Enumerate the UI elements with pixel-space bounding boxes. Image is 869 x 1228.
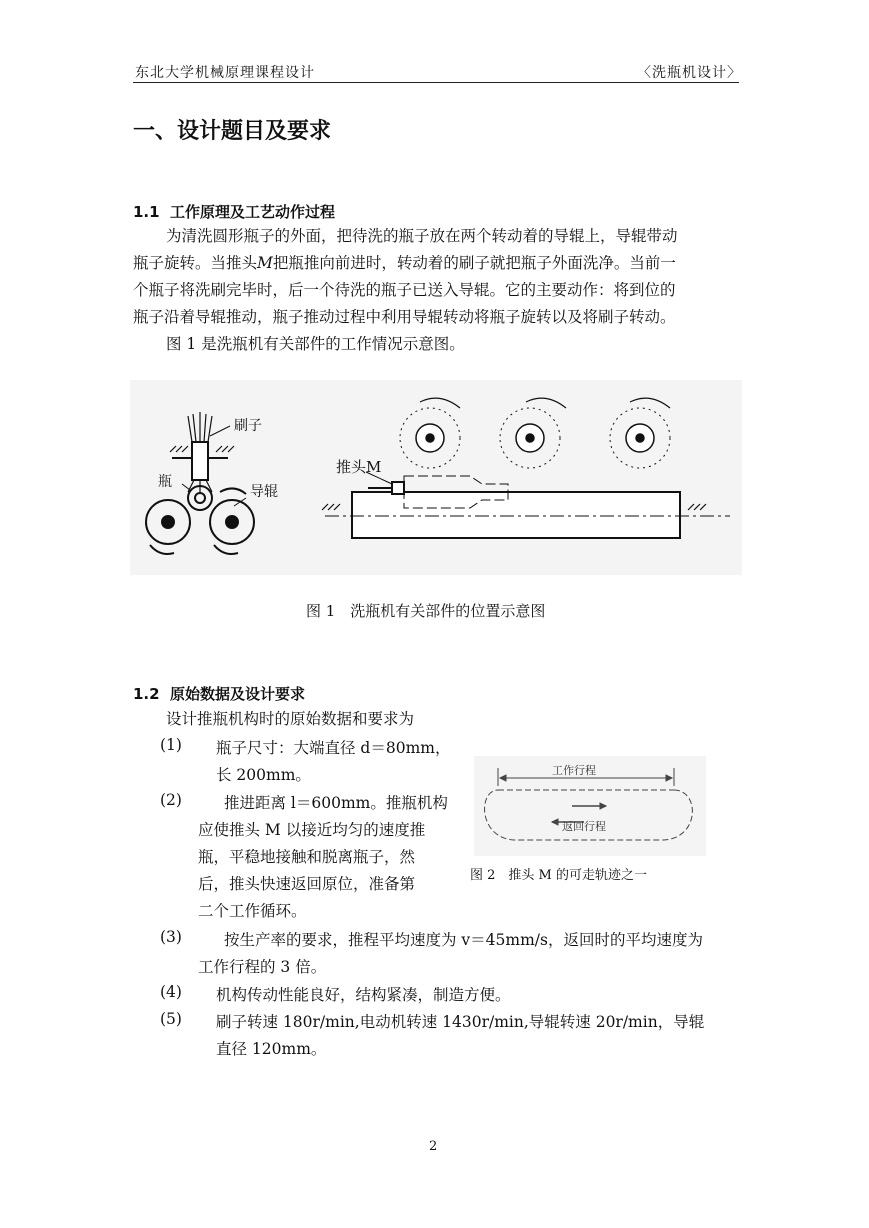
item-3-line-1: 按生产率的要求，推程平均速度为 v＝45mm/s，返回时的平均速度为 [224,931,703,949]
figure-2-caption: 图 2 推头 M 的可走轨迹之一 [470,868,647,883]
item-3-line-2: 工作行程的 3 倍。 [198,958,327,976]
item-1-line-1: 瓶子尺寸：大端直径 d＝80mm， [216,739,451,757]
label-brush: 刷子 [234,418,262,434]
paragraph-line-2a: 瓶子旋转。当推头 [133,254,258,272]
item-2-line-5: 二个工作循环。 [198,902,307,920]
section-1-number: 1.1 [133,203,160,221]
label-pusher: 推头M [336,458,382,476]
paragraph-line-2 [133,251,676,273]
item-3-number: (3) [160,928,182,946]
item-5-line-2: 直径 120mm。 [216,1040,327,1058]
item-5-line-1: 刷子转速 180r/min,电动机转速 1430r/min,导辊转速 20r/min，导辊 [216,1013,705,1031]
item-2-line-1: 推进距离 l＝600mm。推瓶机构 [224,794,448,812]
paragraph-line-5: 图 1 是洗瓶机有关部件的工作情况示意图。 [166,335,465,353]
item-4-number: (4) [160,983,182,1001]
label-work-stroke: 工作行程 [552,764,596,777]
figure-1-caption: 图 1 洗瓶机有关部件的位置示意图 [306,602,546,620]
header-rule [133,82,739,83]
item-4-line-1: 机构传动性能良好，结构紧凑，制造方便。 [216,986,511,1004]
item-2-number: (2) [160,791,182,809]
label-return-stroke: 返回行程 [562,820,606,833]
section-1-title: 工作原理及工艺动作过程 [170,203,336,221]
header-right: 〈洗瓶机设计〉 [637,65,742,81]
section-1-heading [133,201,335,222]
label-bottle: 瓶 [158,474,172,490]
paragraph-line-2b: 把瓶推向前进时，转动着的刷子就把瓶子外面洗净。当前一 [272,254,676,272]
page-number: 2 [429,1139,438,1154]
label-roller: 导辊 [250,484,278,500]
section-2-heading [133,683,305,704]
section-2-title: 原始数据及设计要求 [170,685,306,703]
item-1-line-2: 长 200mm。 [216,766,311,784]
item-1-number: (1) [160,736,182,754]
item-2-line-2: 应使推头 M 以接近均匀的速度推 [198,821,426,839]
item-5-number: (5) [160,1010,182,1028]
item-2-line-3: 瓶，平稳地接触和脱离瓶子，然 [198,848,416,866]
paragraph-line-3: 个瓶子将洗刷完毕时，后一个待洗的瓶子已送入导辊。它的主要动作：将到位的 [133,281,676,299]
figure-1-diagram [130,380,742,575]
header-left: 东北大学机械原理课程设计 [135,65,315,81]
section-2-number: 1.2 [133,685,160,703]
section-2-intro: 设计推瓶机构时的原始数据和要求为 [166,710,415,728]
figure-2-diagram [474,756,706,856]
page-title: 一、设计题目及要求 [133,119,332,144]
item-2-line-4: 后，推头快速返回原位，准备第 [198,875,416,893]
pusher-m: M [257,254,273,272]
paragraph-line-4: 瓶子沿着导辊推动，瓶子推动过程中利用导辊转动将瓶子旋转以及将刷子转动。 [133,308,676,326]
paragraph-line-1: 为清洗圆形瓶子的外面，把待洗的瓶子放在两个转动着的导辊上，导辊带动 [166,227,678,245]
